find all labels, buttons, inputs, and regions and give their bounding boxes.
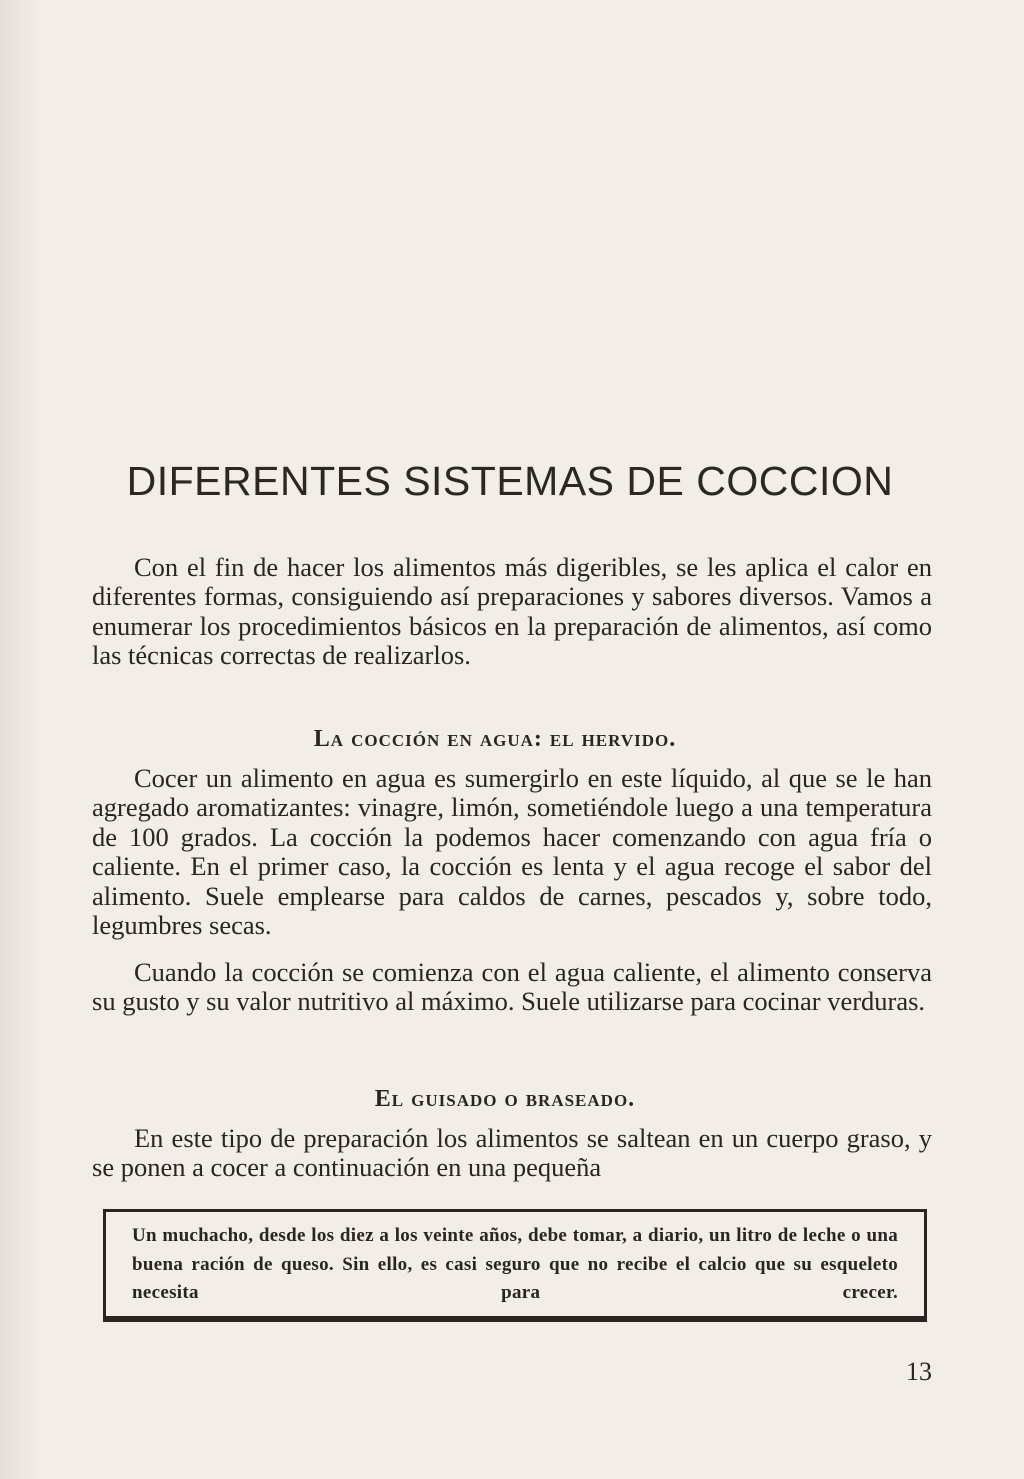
- section-heading-guisado: El guisado o braseado.: [374, 1086, 636, 1112]
- page-edge-shadow: [0, 0, 40, 1479]
- calcium-callout-box: [103, 1209, 927, 1319]
- hervido-paragraph-1: Cocer un alimento en agua es sumergirlo en este líquido, al que se le han agregado aromatizantes: vinagre, limón, sometiéndole luego a una temperatura de 100 grados. La cocción la podemos hacer comenzando con agua fría o caliente. En el primer caso, la cocción es lenta y el agua recoge el sabor del alimento. Suele emplearse para caldos de carnes, pescados y, sobre todo, legumbres secas.: [92, 763, 932, 941]
- guisado-paragraph-1: En este tipo de preparación los alimentos se saltean en un cuerpo graso, y se ponen a cocer a continuación en una pequeña: [92, 1123, 932, 1183]
- page-number: 13: [906, 1357, 932, 1386]
- hervido-paragraph-2: Cuando la cocción se comienza con el agua caliente, el alimento conserva su gusto y su valor nutritivo al máximo. Suele utilizarse para cocinar verduras.: [92, 957, 932, 1017]
- section-heading-hervido: La cocción en agua: el hervido.: [313, 726, 677, 752]
- callout-text: Un muchacho, desde los diez a los veinte años, debe tomar, a diario, un litro de leche o una buena ración de queso. Sin ello, es casi seguro que no recibe el calcio que su esqueleto necesita para crecer.: [132, 1225, 898, 1303]
- chapter-title: DIFERENTES SISTEMAS DE COCCION: [126, 458, 894, 504]
- intro-paragraph: Con el fin de hacer los alimentos más digeribles, se les aplica el calor en diferentes formas, consiguiendo así preparaciones y sabores diversos. Vamos a enumerar los procedimientos básicos en la preparación de alimentos, así como las técnicas correctas de realizarlos.: [92, 552, 932, 671]
